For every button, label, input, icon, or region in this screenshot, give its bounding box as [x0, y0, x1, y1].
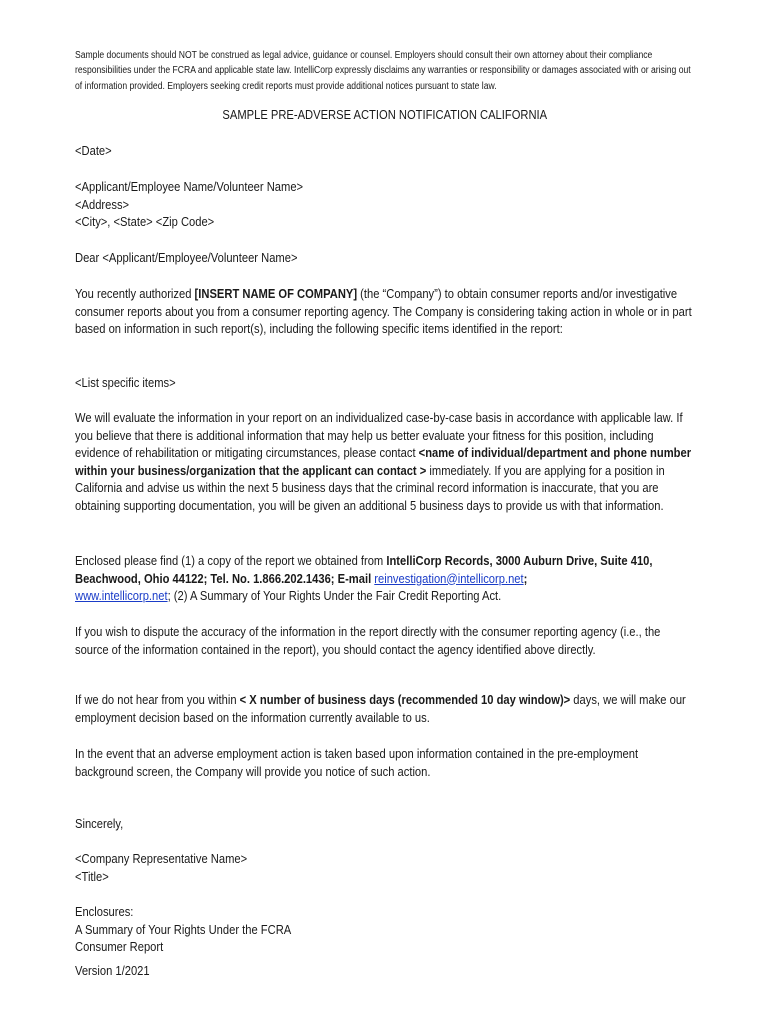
date-placeholder: <Date> [75, 143, 112, 158]
recipient-street: <Address> [75, 196, 130, 212]
paragraph-enclosed: Enclosed please find (1) a copy of the report we obtained from IntelliCorp Records, 3000 Auburn Drive, Suite 410, Beachwood, Ohio 44122; Tel. No. 1.866.202.1436; E-mail reinvestigation@intellicorp.net; www.intellicorp.net; (2) A Summary of Your Rights Under the Fair Credit Reporting Act. [75, 553, 653, 603]
recipient-city: <City>, <State> <Zip Code> [75, 214, 215, 229]
list-items-placeholder: <List specific items> [75, 375, 176, 390]
recipient-name: <Applicant/Employee Name/Volunteer Name> [75, 179, 304, 194]
contact-placeholder: <name of individual/department and phone number within your business/organization that the applicant can contact > [75, 445, 692, 478]
paragraph-notice: In the event that an adverse employment action is taken based upon information contained in the pre-employment background screen, the Company will provide you notice of such action. [75, 746, 639, 779]
paragraph-deadline: If we do not hear from you within < X number of business days (recommended 10 day window)> days, we will make our employment decision based on the information currently available to us. [75, 692, 686, 725]
recipient-address [75, 178, 697, 231]
version-label: Version 1/2021 [75, 963, 150, 978]
enclosure-item: A Summary of Your Rights Under the FCRA [75, 921, 292, 937]
document-title: SAMPLE PRE-ADVERSE ACTION NOTIFICATION CALIFORNIA [222, 107, 547, 122]
salutation: Dear <Applicant/Employee/Volunteer Name> [75, 250, 298, 265]
email-link[interactable]: reinvestigation@intellicorp.net [374, 570, 524, 586]
legal-disclaimer: Sample documents should NOT be construed as legal advice, guidance or counsel. Employers should consult their own attorney about their compliance responsibilities under the FCRA and applicable state law. IntelliCorp expressly disclaims any warranties or responsibility or damages associated with or arising out of information provided. Employers seeking credit reports must provide additional notices pursuant to state law. [75, 50, 691, 92]
paragraph-evaluation: We will evaluate the information in your report on an individualized case-by-case basis in accordance with applicable law. If you believe that there is additional information that may help us better evaluate your fitness for this position, including evidence of rehabilitation or mitigating circumstances, please contact <name of individual/department and phone number within your business/organization that the applicant can contact > immediately. If you are applying for a position in California and advise us within the next 5 business days that the criminal record information is inaccurate, that you are obtaining supporting documentation, you will be given an additional 5 business days to provide us with that information. [75, 410, 692, 513]
website-link[interactable]: www.intellicorp.net [75, 588, 168, 603]
signature-name: <Company Representative Name> [75, 851, 248, 866]
enclosures [75, 903, 697, 956]
enclosures-label: Enclosures: [75, 904, 134, 919]
days-placeholder: < X number of business days (recommended 10 day window)> [239, 692, 571, 707]
signature-block [75, 850, 697, 885]
closing: Sincerely, [75, 816, 124, 831]
paragraph-authorization: You recently authorized [INSERT NAME OF COMPANY] (the “Company”) to obtain consumer reports and/or investigative consumer reports about you from a consumer reporting agency. The Company is considering taking action in whole or in part based on information in such report(s), including the following specific items identified in the report: [75, 286, 692, 336]
signature-title: <Title> [75, 868, 109, 884]
enclosure-item: Consumer Report [75, 939, 164, 954]
company-name-placeholder: [INSERT NAME OF COMPANY] [194, 286, 358, 301]
paragraph-dispute: If you wish to dispute the accuracy of the information in the report directly with the consumer reporting agency (i.e., the source of the information contained in the report), you should contact the agency identified above directly. [75, 624, 661, 657]
